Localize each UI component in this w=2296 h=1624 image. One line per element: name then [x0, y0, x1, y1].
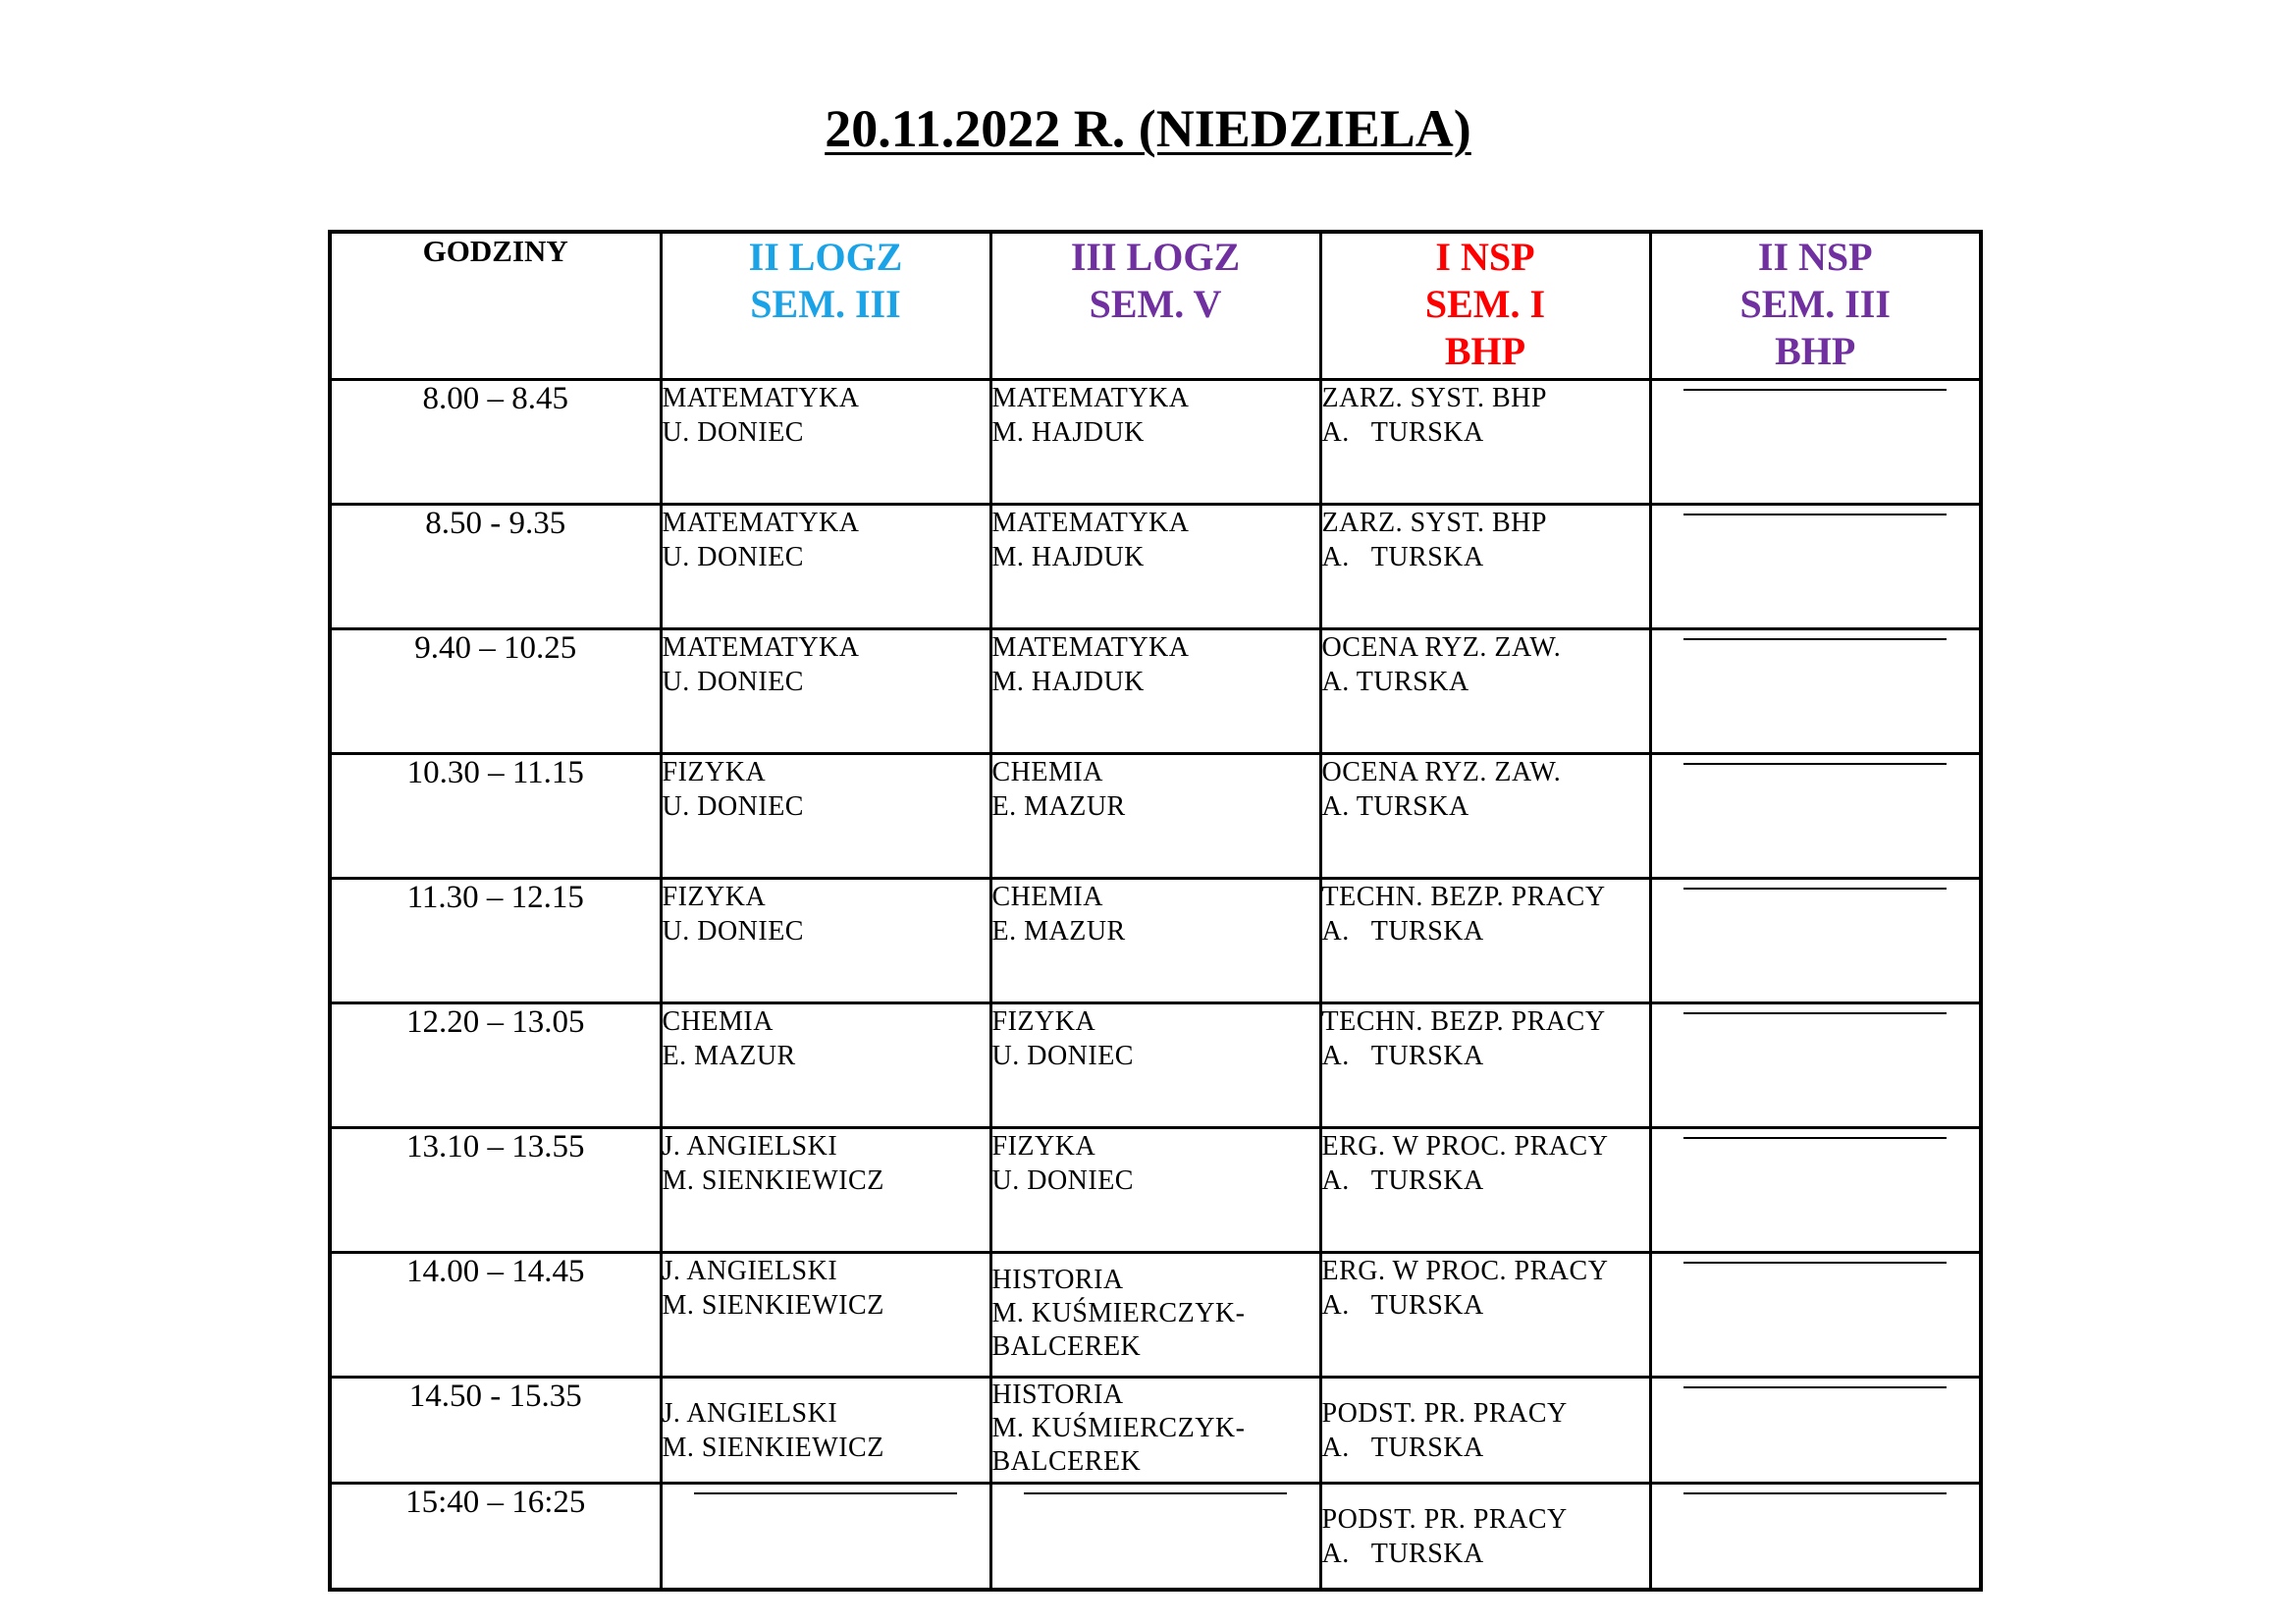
empty-cell — [1650, 1003, 1981, 1128]
time-slot: 12.20 – 13.05 — [330, 1003, 661, 1128]
empty-cell — [1650, 754, 1981, 879]
time-slot: 11.30 – 12.15 — [330, 879, 661, 1003]
header-i-nsp: I NSP SEM. I BHP — [1320, 232, 1650, 380]
class-cell: J. ANGIELSKI M. SIENKIEWICZ — [661, 1128, 990, 1253]
class-cell: MATEMATYKA M. HAJDUK — [990, 629, 1320, 754]
table-row — [330, 1003, 1981, 1128]
header-row — [330, 232, 1981, 380]
empty-cell — [661, 1484, 990, 1590]
class-cell: MATEMATYKA M. HAJDUK — [990, 380, 1320, 505]
dash-line — [1683, 389, 1947, 391]
dash-line — [1683, 1262, 1947, 1264]
class-cell: ZARZ. SYST. BHP A. TURSKA — [1320, 380, 1650, 505]
time-slot: 15:40 – 16:25 — [330, 1484, 661, 1590]
header-hours: GODZINY — [330, 232, 661, 380]
class-cell: MATEMATYKA M. HAJDUK — [990, 505, 1320, 629]
empty-cell — [990, 1484, 1320, 1590]
class-cell: MATEMATYKA U. DONIEC — [661, 629, 990, 754]
header-ii-logz: II LOGZ SEM. III — [661, 232, 990, 380]
dash-line — [1683, 514, 1947, 515]
table-row — [330, 1378, 1981, 1484]
time-slot: 9.40 – 10.25 — [330, 629, 661, 754]
empty-cell — [1650, 1128, 1981, 1253]
table-row — [330, 754, 1981, 879]
dash-line — [1683, 888, 1947, 890]
time-slot: 8.50 - 9.35 — [330, 505, 661, 629]
class-cell: FIZYKA U. DONIEC — [661, 879, 990, 1003]
time-slot: 8.00 – 8.45 — [330, 380, 661, 505]
class-cell: PODST. PR. PRACY A. TURSKA — [1320, 1484, 1650, 1590]
empty-cell — [1650, 629, 1981, 754]
dash-line — [694, 1492, 957, 1494]
dash-line — [1683, 1492, 1947, 1494]
class-cell: J. ANGIELSKI M. SIENKIEWICZ — [661, 1378, 990, 1484]
header-iii-logz: III LOGZ SEM. V — [990, 232, 1320, 380]
class-cell: MATEMATYKA U. DONIEC — [661, 505, 990, 629]
dash-line — [1683, 638, 1947, 640]
time-slot: 10.30 – 11.15 — [330, 754, 661, 879]
schedule-table — [328, 230, 1983, 1592]
empty-cell — [1650, 1484, 1981, 1590]
dash-line — [1683, 1386, 1947, 1388]
time-slot: 14.50 - 15.35 — [330, 1378, 661, 1484]
table-row — [330, 879, 1981, 1003]
class-cell: CHEMIA E. MAZUR — [661, 1003, 990, 1128]
time-slot: 14.00 – 14.45 — [330, 1253, 661, 1378]
table-row — [330, 505, 1981, 629]
table-row — [330, 1128, 1981, 1253]
dash-line — [1024, 1492, 1287, 1494]
class-cell: TECHN. BEZP. PRACY A. TURSKA — [1320, 879, 1650, 1003]
class-cell: PODST. PR. PRACY A. TURSKA — [1320, 1378, 1650, 1484]
class-cell: CHEMIA E. MAZUR — [990, 754, 1320, 879]
empty-cell — [1650, 1253, 1981, 1378]
table-row — [330, 1484, 1981, 1590]
time-slot: 13.10 – 13.55 — [330, 1128, 661, 1253]
class-cell: HISTORIA M. KUŚMIERCZYK- BALCEREK — [990, 1253, 1320, 1378]
class-cell: OCENA RYZ. ZAW. A. TURSKA — [1320, 754, 1650, 879]
class-cell: HISTORIA M. KUŚMIERCZYK- BALCEREK — [990, 1378, 1320, 1484]
class-cell: FIZYKA U. DONIEC — [990, 1128, 1320, 1253]
class-cell: CHEMIA E. MAZUR — [990, 879, 1320, 1003]
class-cell: MATEMATYKA U. DONIEC — [661, 380, 990, 505]
empty-cell — [1650, 505, 1981, 629]
dash-line — [1683, 763, 1947, 765]
header-ii-nsp: II NSP SEM. III BHP — [1650, 232, 1981, 380]
class-cell: J. ANGIELSKI M. SIENKIEWICZ — [661, 1253, 990, 1378]
page-title: 20.11.2022 R. (NIEDZIELA) — [825, 99, 1471, 158]
empty-cell — [1650, 380, 1981, 505]
table-row — [330, 1253, 1981, 1378]
class-cell: ZARZ. SYST. BHP A. TURSKA — [1320, 505, 1650, 629]
dash-line — [1683, 1012, 1947, 1014]
class-cell: ERG. W PROC. PRACY A. TURSKA — [1320, 1128, 1650, 1253]
dash-line — [1683, 1137, 1947, 1139]
empty-cell — [1650, 1378, 1981, 1484]
class-cell: TECHN. BEZP. PRACY A. TURSKA — [1320, 1003, 1650, 1128]
empty-cell — [1650, 879, 1981, 1003]
table-row — [330, 380, 1981, 505]
class-cell: ERG. W PROC. PRACY A. TURSKA — [1320, 1253, 1650, 1378]
class-cell: FIZYKA U. DONIEC — [661, 754, 990, 879]
table-row — [330, 629, 1981, 754]
class-cell: OCENA RYZ. ZAW. A. TURSKA — [1320, 629, 1650, 754]
class-cell: FIZYKA U. DONIEC — [990, 1003, 1320, 1128]
